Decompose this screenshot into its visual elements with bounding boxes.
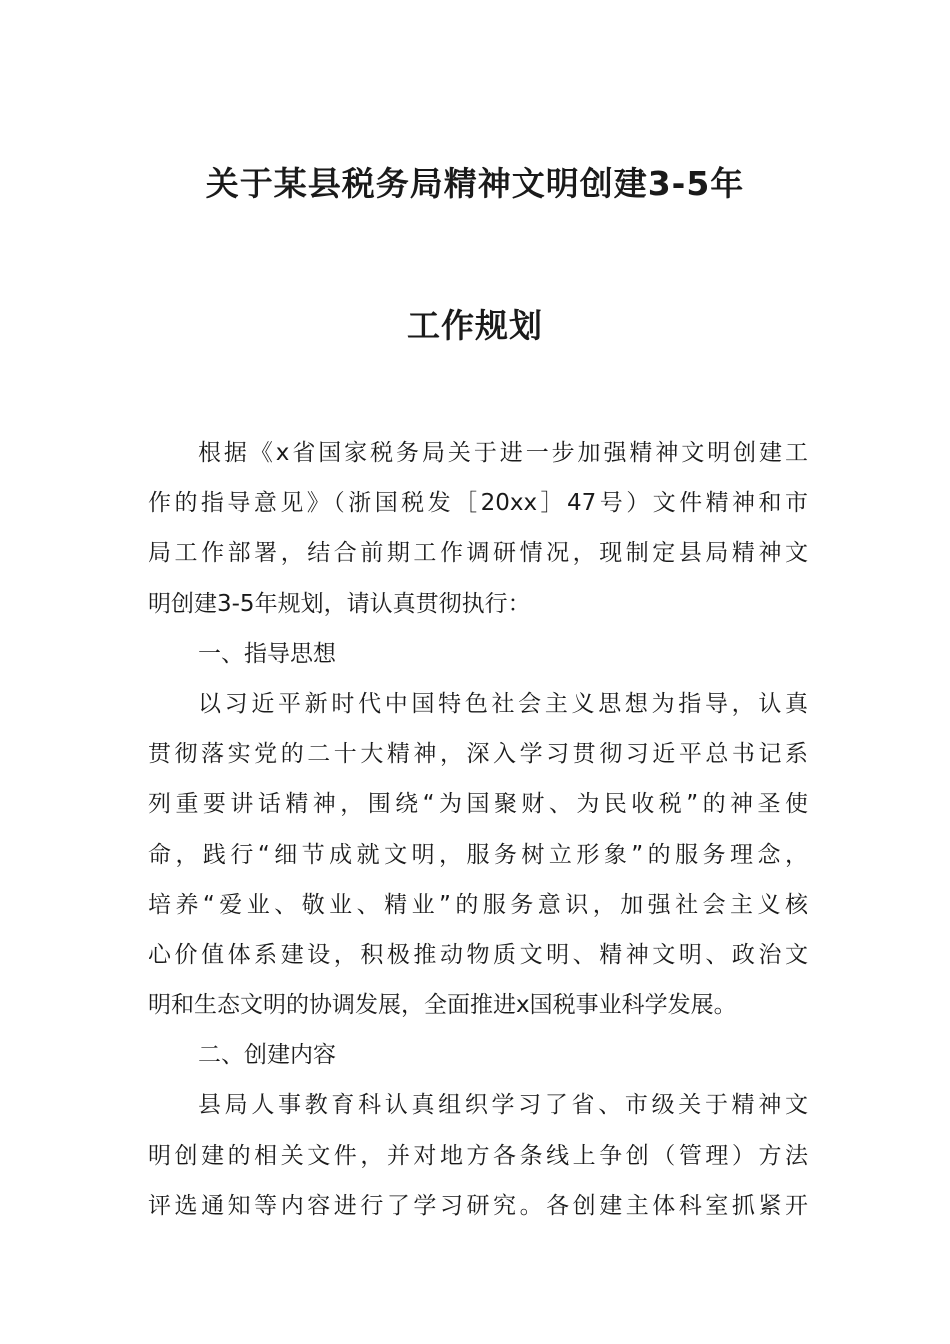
paragraph-line: 县局人事教育科认真组织学习了省、市级关于精神文 bbox=[198, 1092, 808, 1119]
paragraph-line: 根据《x省国家税务局关于进一步加强精神文明创建工 bbox=[198, 440, 808, 466]
paragraph-line: 以习近平新时代中国特色社会主义思想为指导，认真 bbox=[198, 690, 808, 717]
paragraph-line: 贯彻落实党的二十大精神，深入学习贯彻习近平总书记系 bbox=[148, 741, 808, 768]
paragraph-line: 局工作部署，结合前期工作调研情况，现制定县局精神文 bbox=[148, 540, 808, 567]
paragraph-line: 列重要讲话精神，围绕“为国聚财、为民收税”的神圣使 bbox=[148, 791, 808, 818]
paragraph-line: 明创建3-5年规划，请认真贯彻执行： bbox=[148, 590, 531, 617]
section-heading: 二、创建内容 bbox=[198, 1042, 336, 1069]
document-title-line-2: 工作规划 bbox=[407, 306, 543, 345]
paragraph-line: 心价值体系建设，积极推动物质文明、精神文明、政治文 bbox=[148, 941, 808, 968]
document-title-line-1: 关于某县税务局精神文明创建3-5年 bbox=[205, 164, 745, 203]
paragraph-line: 明创建的相关文件，并对地方各条线上争创（管理）方法 bbox=[148, 1142, 808, 1169]
document-body bbox=[148, 428, 808, 1231]
paragraph-line: 作的指导意见》（浙国税发［20xx］47号）文件精神和市 bbox=[148, 490, 808, 517]
paragraph-line: 培养“爱业、敬业、精业”的服务意识，加强社会主义核 bbox=[148, 891, 808, 918]
paragraph-line: 评选通知等内容进行了学习研究。各创建主体科室抓紧开 bbox=[148, 1192, 808, 1219]
section-heading: 一、指导思想 bbox=[198, 640, 336, 667]
paragraph-line: 命，践行“细节成就文明，服务树立形象”的服务理念， bbox=[148, 841, 808, 868]
paragraph-line: 明和生态文明的协调发展，全面推进x国税事业科学发展。 bbox=[148, 992, 737, 1019]
